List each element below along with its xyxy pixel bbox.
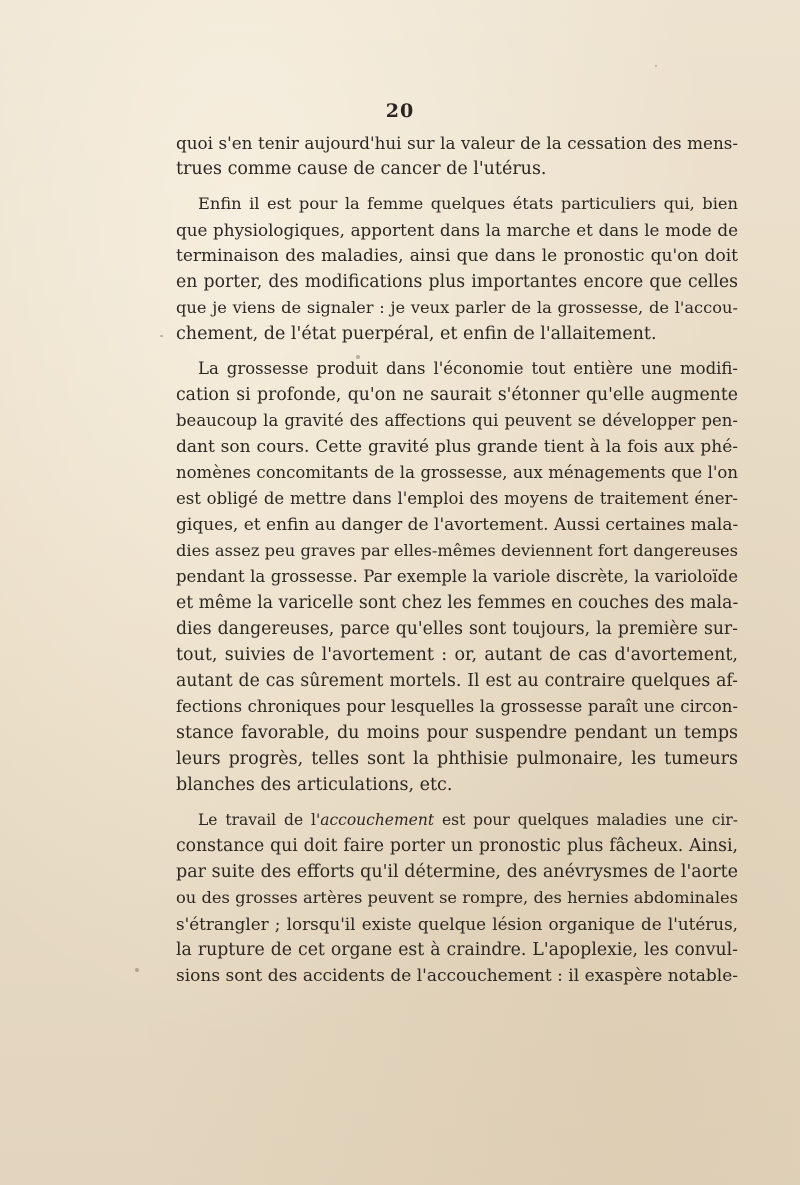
text-line bbox=[176, 807, 738, 833]
text-line: s'étrangler ; lorsqu'il existe quelque lésion organique de l'utérus, bbox=[176, 914, 738, 934]
text-fragment: Le travail de l' bbox=[198, 811, 321, 829]
text-line: constance qui doit faire porter un pronostic plus fâcheux. Ainsi, bbox=[176, 836, 738, 856]
body-text bbox=[176, 130, 738, 989]
text-line: nomènes concomitants de la grossesse, aux ménagements que l'on bbox=[176, 463, 738, 482]
text-line: terminaison des maladies, ainsi que dans le pronostic qu'on doit bbox=[176, 246, 738, 266]
paragraph bbox=[176, 356, 738, 798]
paper-speck bbox=[655, 65, 657, 67]
text-line: chement, de l'état puerpéral, et enfin de l'allaitement. bbox=[176, 324, 657, 344]
text-line: Enfin il est pour la femme quelques états particuliers qui, bien bbox=[198, 194, 738, 213]
text-line: que physiologiques, apportent dans la marche et dans le mode de bbox=[176, 220, 738, 240]
text-line: que je viens de signaler : je veux parler de la grossesse, de l'accou- bbox=[176, 298, 738, 317]
text-line: est obligé de mettre dans l'emploi des moyens de traitement éner- bbox=[176, 489, 738, 508]
text-line: cation si profonde, qu'on ne saurait s'étonner qu'elle augmente bbox=[176, 385, 738, 405]
paragraph bbox=[176, 191, 738, 347]
text-line: La grossesse produit dans l'économie tout entière une modifi- bbox=[198, 359, 738, 378]
paper-speck bbox=[135, 968, 139, 972]
paper-speck bbox=[160, 335, 163, 337]
text-line: dies dangereuses, parce qu'elles sont toujours, la première sur- bbox=[176, 619, 738, 639]
paragraph bbox=[176, 130, 738, 182]
text-line: et même la varicelle sont chez les femmes en couches des mala- bbox=[176, 593, 739, 613]
text-line: dies assez peu graves par elles-mêmes deviennent fort dangereuses bbox=[176, 541, 738, 560]
emphasized-word: accouchement bbox=[320, 811, 435, 829]
text-line: ou des grosses artères peuvent se rompre, des hernies abdominales bbox=[176, 888, 738, 907]
text-line: pendant la grossesse. Par exemple la variole discrète, la varioloïde bbox=[176, 567, 738, 586]
text-line: fections chroniques pour lesquelles la grossesse paraît une circon- bbox=[176, 697, 738, 716]
text-line: giques, et enfin au danger de l'avortement. Aussi certaines mala- bbox=[176, 515, 739, 535]
text-line: sions sont des accidents de l'accouchement : il exaspère notable- bbox=[176, 966, 738, 986]
text-line: autant de cas sûrement mortels. Il est au contraire quelques af- bbox=[176, 671, 738, 691]
text-line: quoi s'en tenir aujourd'hui sur la valeur de la cessation des mens- bbox=[176, 133, 738, 153]
paragraph bbox=[176, 807, 738, 989]
text-fragment: est pour quelques maladies une cir- bbox=[434, 811, 738, 829]
text-line: beaucoup la gravité des affections qui peuvent se développer pen- bbox=[176, 411, 738, 430]
text-line: blanches des articulations, etc. bbox=[176, 775, 453, 795]
text-line: la rupture de cet organe est à craindre. L'apoplexie, les convul- bbox=[176, 940, 738, 960]
text-line: trues comme cause de cancer de l'utérus. bbox=[176, 159, 547, 179]
page-number: 20 bbox=[385, 100, 415, 122]
text-line: stance favorable, du moins pour suspendre pendant un temps bbox=[176, 723, 738, 743]
text-line: par suite des efforts qu'il détermine, des anévrysmes de l'aorte bbox=[176, 862, 738, 882]
text-line: tout, suivies de l'avortement : or, autant de cas d'avortement, bbox=[176, 645, 738, 665]
text-line: en porter, des modifications plus importantes encore que celles bbox=[176, 272, 738, 292]
text-line: dant son cours. Cette gravité plus grande tient à la fois aux phé- bbox=[176, 437, 738, 457]
text-line: leurs progrès, telles sont la phthisie pulmonaire, les tumeurs bbox=[176, 749, 738, 769]
